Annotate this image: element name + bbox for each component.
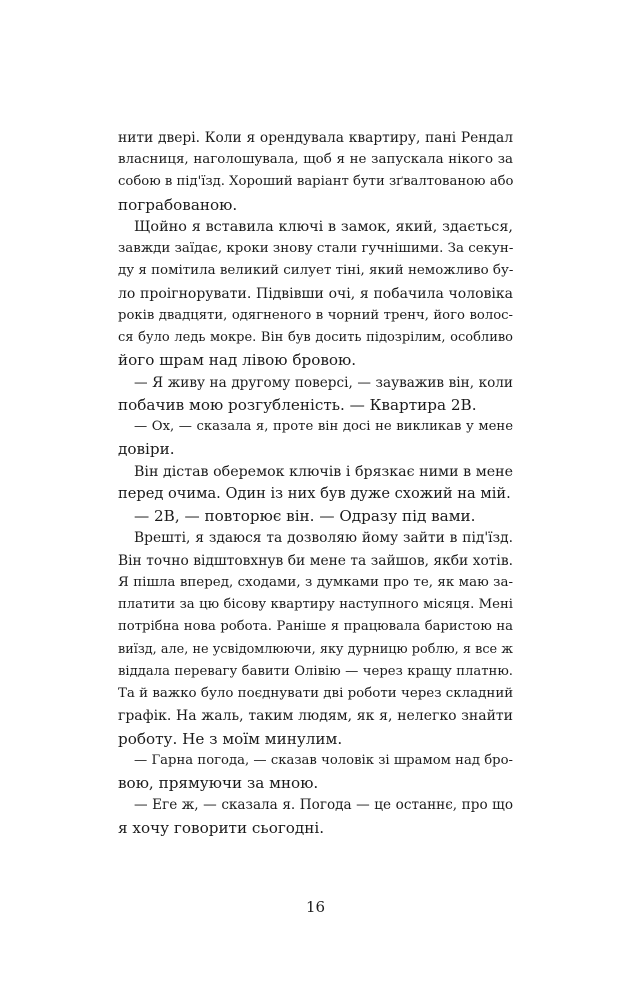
text-line: побачив мою розгубленість. — Квартира 2В.: [118, 396, 477, 414]
text-line: віддала перевагу бавити Олівію — через кращу платню.: [118, 664, 513, 679]
text-line: Він точно відштовхнув би мене та зайшов, якби хотів.: [118, 553, 513, 569]
text-line: власниця, наголошувала, щоб я не запускала нікого за: [118, 152, 513, 167]
text-line: собою в під'їзд. Хороший варіант бути зґвалтованою або: [118, 174, 514, 189]
text-line: платити за цю бісову квартиру наступного місяця. Мені: [118, 597, 513, 612]
text-line: пограбованою.: [118, 196, 238, 214]
text-line: — Ох, — сказала я, проте він досі не викликав у мене: [134, 419, 513, 434]
text-line: роботу. Не з моїм минулим.: [118, 730, 343, 748]
text-line: графік. На жаль, таким людям, як я, нелегко знайти: [118, 708, 513, 724]
text-line: Щойно я вставила ключі в замок, який, здається,: [134, 219, 513, 235]
text-line: завжди заїдає, кроки знову стали гучнішими. За секун-: [118, 241, 514, 256]
page-number: 16: [305, 898, 326, 916]
text-line: виїзд, але, не усвідомлюючи, яку дурницю роблю, я все ж: [118, 642, 513, 657]
text-line: вою, прямуючи за мною.: [118, 774, 319, 792]
text-line: — Еге ж, — сказала я. Погода — це останнє, про що: [134, 797, 513, 813]
text-line: років двадцяти, одягненого в чорний тренч, його волос-: [118, 308, 513, 323]
text-line: його шрам над лівою бровою.: [118, 351, 357, 369]
text-line: ло проігнорувати. Підвівши очі, я побачила чоловіка: [118, 286, 513, 302]
text-line: Він дістав оберемок ключів і брязкає ними в мене: [134, 464, 513, 480]
text-line: Врешті, я здаюся та дозволяю йому зайти в під'їзд.: [134, 530, 513, 546]
text-line: Я пішла вперед, сходами, з думками про те, як маю за-: [118, 575, 513, 590]
text-line: довіри.: [118, 440, 175, 458]
text-line: перед очима. Один із них був дуже схожий на мій.: [118, 485, 511, 502]
text-line: — Гарна погода, — сказав чоловік зі шрамом над бро-: [134, 753, 513, 768]
text-line: ду я помітила великий силует тіні, який неможливо бу-: [118, 263, 514, 278]
text-line: потрібна нова робота. Раніше я працювала баристою на: [118, 619, 513, 634]
text-line: Та й важко було поєднувати дві роботи через складний: [118, 686, 514, 701]
text-line: ся було ледь мокре. Він був досить підозрілим, особливо: [118, 330, 513, 345]
text-line: — Я живу на другому поверсі, — зауважив він, коли: [134, 375, 513, 391]
text-line: я хочу говорити сьогодні.: [118, 819, 325, 837]
text-line: — 2В, — повторює він. — Одразу під вами.: [134, 507, 476, 525]
text-line: нити двері. Коли я орендувала квартиру, пані Рендал: [118, 130, 513, 146]
